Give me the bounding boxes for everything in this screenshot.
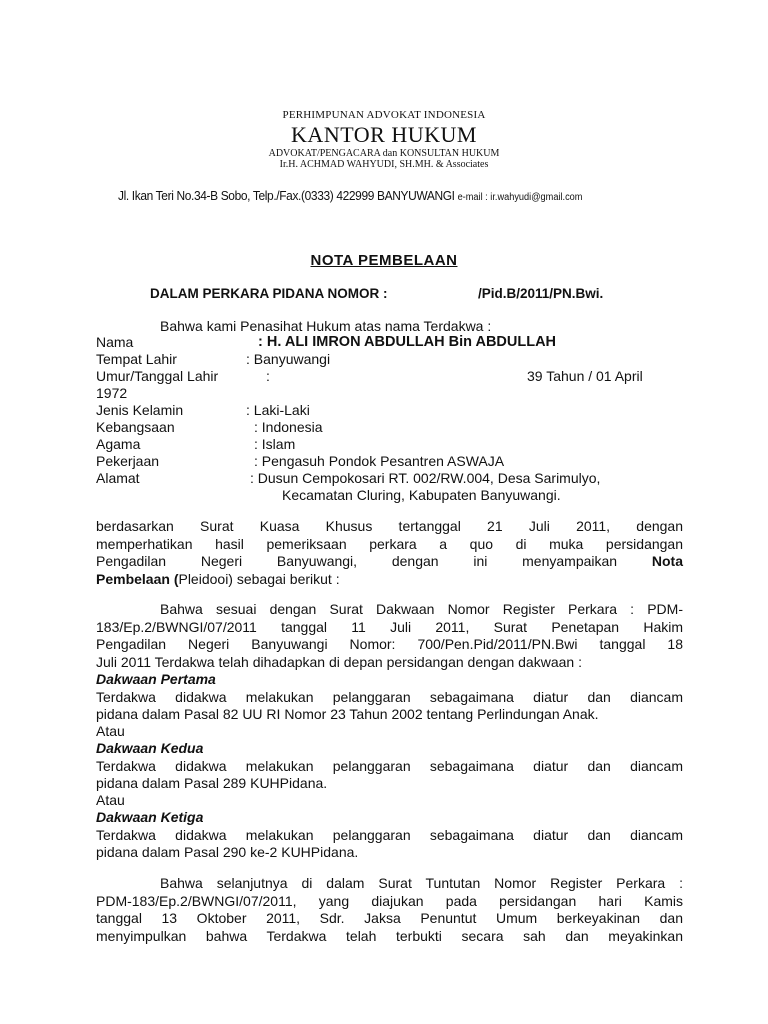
field-nama-label: Nama [96,334,134,350]
dakwaan2-heading: Dakwaan Kedua [96,740,204,756]
dakwaan1-line1: Terdakwa didakwa melakukan pelanggaran sebagaimana diatur dan diancam [96,688,683,705]
letterhead [0,108,768,170]
field-umur-year: 1972 [96,385,128,401]
dakwaan2-atau: Atau [96,792,125,808]
para1-line3 [96,553,683,571]
field-agama-value: : Islam [254,436,296,452]
letterhead-address-line [118,188,582,203]
para1-line1: berdasarkan Surat Kuasa Khusus tertanggal 21 Juli 2011, dengan [96,518,683,534]
para2-line1: Bahwa sesuai dengan Surat Dakwaan Nomor Register Perkara : PDM- [160,601,683,617]
field-alamat-label: Alamat [96,470,140,486]
letterhead-email: e-mail : ir.wahyudi@gmail.com [457,192,583,203]
para2-line3: Pengadilan Negeri Banyuwangi Nomor: 700/Pen.Pid/2011/PN.Bwi tanggal 18 [96,636,683,652]
letterhead-associates: Ir.H. ACHMAD WAHYUDI, SH.MH. & Associates [279,159,489,170]
letterhead-title: KANTOR HUKUM [291,122,477,147]
para3-line3: tanggal 13 Oktober 2011, Sdr. Jaksa Penuntut Umum berkeyakinan dan [96,910,683,926]
dakwaan3-line1: Terdakwa didakwa melakukan pelanggaran sebagaimana diatur dan diancam [96,826,683,843]
dakwaan1-heading: Dakwaan Pertama [96,671,216,687]
para2-line4: Juli 2011 Terdakwa telah dihadapkan di depan persidangan dengan dakwaan : [96,653,582,670]
field-tempat-value: : Banyuwangi [246,351,331,367]
field-kebangsaan-label: Kebangsaan [96,419,175,435]
dakwaan1-line2: pidana dalam Pasal 82 UU RI Nomor 23 Tahun 2002 tentang Perlindungan Anak. [96,706,599,722]
letterhead-subtitle: ADVOKAT/PENGACARA dan KONSULTAN HUKUM [268,148,500,159]
case-number: /Pid.B/2011/PN.Bwi. [478,286,604,301]
field-pekerjaan-label: Pekerjaan [96,453,160,469]
field-jk-label: Jenis Kelamin [96,402,184,418]
dakwaan2-line1: Terdakwa didakwa melakukan pelanggaran sebagaimana diatur dan diancam [96,757,683,774]
field-tempat-label: Tempat Lahir [96,351,177,367]
para1-pembelaan: Pembelaan ( [96,570,179,587]
document-title: NOTA PEMBELAAN [310,252,458,269]
field-umur-value: 39 Tahun / 01 April [527,368,643,384]
intro-text: Bahwa kami Penasihat Hukum atas nama Terdakwa : [160,318,492,334]
field-umur-label: Umur/Tanggal Lahir [96,368,219,384]
para2-line2: 183/Ep.2/BWNGI/07/2011 tanggal 11 Juli 2011, Surat Penetapan Hakim [96,618,683,635]
field-umur-colon: : [266,368,270,384]
field-pekerjaan-value: : Pengasuh Pondok Pesantren ASWAJA [254,453,505,469]
para1-line3-text: Pengadilan Negeri Banyuwangi, dengan ini menyampaikan [96,553,618,569]
case-label: DALAM PERKARA PIDANA NOMOR : [150,286,388,301]
letterhead-address: Jl. Ikan Teri No.34-B Sobo, Telp./Fax.(0333) 422999 BANYUWANGI [118,188,455,203]
para3-line4: menyimpulkan bahwa Terdakwa telah terbukti secara sah dan meyakinkan [96,927,683,944]
dakwaan3-line2: pidana dalam Pasal 290 ke-2 KUHPidana. [96,844,359,860]
para3-line1: Bahwa selanjutnya di dalam Surat Tuntutan Nomor Register Perkara : [160,875,683,891]
dakwaan1-atau: Atau [96,723,125,739]
para1-nota: Nota [651,553,684,569]
para1-line4 [96,571,683,589]
letterhead-org: PERHIMPUNAN ADVOKAT INDONESIA [282,109,486,121]
field-alamat-value: : Dusun Cempokosari RT. 002/RW.004, Desa Sarimulyo, [250,470,601,486]
dakwaan2-line2: pidana dalam Pasal 289 KUHPidana. [96,775,328,791]
para1-line2: memperhatikan hasil pemeriksaan perkara a quo di muka persidangan [96,535,683,552]
field-agama-label: Agama [96,436,141,452]
field-jk-value: : Laki-Laki [246,402,310,418]
para3-line2: PDM-183/Ep.2/BWNGI/07/2011, yang diajukan pada persidangan hari Kamis [96,892,683,909]
field-nama-value: : H. ALI IMRON ABDULLAH Bin ABDULLAH [258,334,557,350]
dakwaan3-heading: Dakwaan Ketiga [96,809,204,825]
para1-line4-text: Pleidooi) sebagai berikut : [178,570,340,587]
field-kebangsaan-value: : Indonesia [254,419,323,435]
field-alamat-value-line2: Kecamatan Cluring, Kabupaten Banyuwangi. [282,487,561,503]
